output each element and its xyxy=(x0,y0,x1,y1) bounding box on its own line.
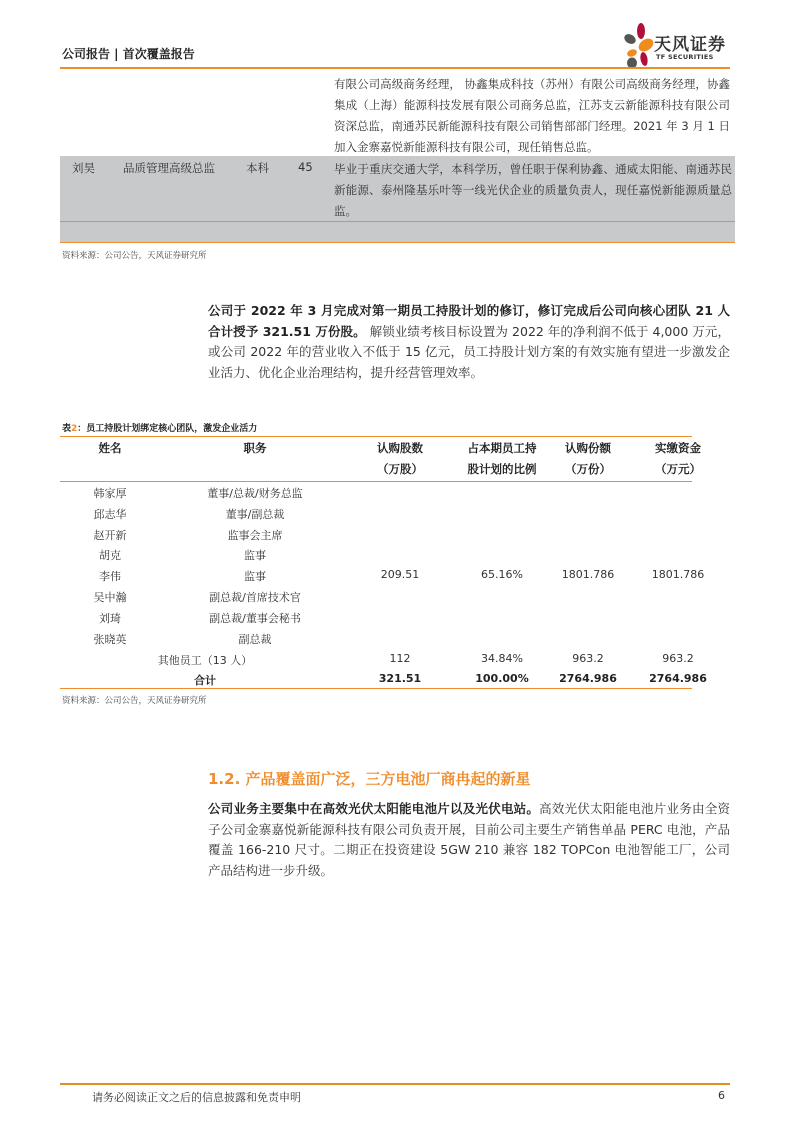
table2-row-name: 邱志华 xyxy=(93,508,127,521)
esop-paragraph-bold: 公司于 2022 年 3 月完成对第一期员工持股计划的修订，修订完成后公司向核心团队 21 人合计授予 321.51 万份股。 xyxy=(208,303,730,339)
table2-others-label: 其他员工（13 人） xyxy=(157,654,253,667)
table2-total-ratio: 100.00% xyxy=(475,672,529,685)
table2-header-shares-l2: （万股） xyxy=(377,462,423,476)
table2-header-shares-l1: 认购股数 xyxy=(377,441,423,455)
report-type-header: 公司报告 | 首次覆盖报告 xyxy=(62,47,195,61)
table1-bottom-border xyxy=(60,242,735,243)
table2-group-units: 1801.786 xyxy=(561,568,615,581)
table1-cell-name: 刘昊 xyxy=(72,161,95,175)
table2-row-name: 刘琦 xyxy=(99,612,121,625)
table2-header-capital-l1: 实缴资金 xyxy=(655,441,701,455)
table2-row-position: 监事 xyxy=(244,570,266,583)
logo-en-text: TF SECURITIES xyxy=(656,53,714,61)
table2-row-position: 董事/总裁/财务总监 xyxy=(207,487,303,500)
table2-header-units-l1: 认购份额 xyxy=(565,441,611,455)
table2-row-position: 副总裁/首席技术官 xyxy=(209,591,301,604)
logo-cn-text: 天风证券 xyxy=(654,35,726,55)
table2-bottom-border xyxy=(60,688,692,689)
table2-total-capital: 2764.986 xyxy=(649,672,707,685)
table1-empty-row xyxy=(60,222,735,242)
table2-top-border xyxy=(60,436,692,437)
table2-others-shares: 112 xyxy=(389,652,411,665)
table1-cell-title: 品质管理高级总监 xyxy=(123,161,215,175)
table2-row-name: 张晓英 xyxy=(93,633,127,646)
table2-row-position: 监事 xyxy=(244,549,266,562)
table2-source: 资料来源：公司公告，天风证券研究所 xyxy=(62,696,207,706)
table2-header-ratio-l1: 占本期员工持 xyxy=(467,441,537,455)
table2-row-position: 副总裁 xyxy=(238,633,272,646)
table2-caption-prefix: 表 xyxy=(62,424,72,434)
table2-caption xyxy=(62,421,257,434)
table2-row-position: 董事/副总裁 xyxy=(225,508,285,521)
logo-petal-icon xyxy=(622,22,656,70)
table2-header-divider xyxy=(60,481,692,482)
header-divider xyxy=(60,67,730,69)
table1-cell-age: 45 xyxy=(298,160,313,174)
table2-group-shares: 209.51 xyxy=(380,568,420,581)
esop-paragraph xyxy=(208,301,730,383)
table2-row-name: 韩家厚 xyxy=(93,487,127,500)
table2-header-name: 姓名 xyxy=(98,441,122,455)
table1-cell-education: 本科 xyxy=(246,161,269,175)
footer-disclaimer: 请务必阅读正文之后的信息披露和免责申明 xyxy=(92,1091,301,1104)
table2-others-ratio: 34.84% xyxy=(481,652,523,665)
table1-row xyxy=(60,156,735,222)
esop-paragraph-body: 解锁业绩考核目标设置为 2022 年的净利润不低于 4,000 万元，或公司 2022 年的营业收入不低于 15 亿元，员工持股计划方案的有效实施有望进一步激发企业活力、优化企业治理结构，提升经营管理效率。 xyxy=(208,323,730,380)
table2-others-capital: 963.2 xyxy=(662,652,694,665)
table2-row-position: 副总裁/董事会秘书 xyxy=(209,612,301,625)
table2-row-name: 吴中瀚 xyxy=(93,591,127,604)
table2-header-units xyxy=(548,438,628,480)
table2-header-ratio xyxy=(452,438,552,480)
table2-group-ratio: 65.16% xyxy=(481,568,523,581)
table1-source: 资料来源：公司公告，天风证券研究所 xyxy=(62,251,207,261)
table2-row-name: 胡克 xyxy=(99,549,121,562)
section-heading: 1.2. 产品覆盖面广泛，三方电池厂商冉起的新星 xyxy=(208,770,531,788)
table1-continued-bio: 有限公司高级商务经理， 协鑫集成科技（苏州）有限公司高级商务经理，协鑫集成（上海）能源科技发展有限公司商务总监，江苏支云新能源科技有限公司资深总监，南通苏民新能源科技有限公司销售部部门经理。2021 年 3 月 1 日加入金寨嘉悦新能源科技有限公司，现任销售总监。 xyxy=(334,77,730,154)
table2-header-ratio-l2: 股计划的比例 xyxy=(467,462,537,476)
table2-header-position: 职务 xyxy=(243,441,267,455)
table2-row-name: 赵开新 xyxy=(93,529,127,542)
table2-header-capital xyxy=(638,438,718,480)
table2-row-name: 李伟 xyxy=(99,570,121,583)
product-paragraph xyxy=(208,799,730,881)
table2-header-units-l2: （万份） xyxy=(565,462,611,476)
table2-group-capital: 1801.786 xyxy=(651,568,705,581)
table2-total-units: 2764.986 xyxy=(559,672,617,685)
table2-total-shares: 321.51 xyxy=(378,672,422,685)
table2-header-capital-l2: （万元） xyxy=(655,462,701,476)
product-paragraph-body: 高效光伏太阳能电池片业务由全资子公司金寨嘉悦新能源科技有限公司负责开展，目前公司主要生产销售单晶 PERC 电池，产品覆盖 166-210 尺寸。二期正在投资建设 5GW 210 兼容 182 TOPCon 电池智能工厂，公司产品结构进一步升级。 xyxy=(208,801,730,878)
table2-total-label: 合计 xyxy=(194,674,216,687)
tf-securities-logo xyxy=(622,22,742,70)
table2-caption-number: 2 xyxy=(71,424,78,434)
table1-cell-bio: 毕业于重庆交通大学，本科学历，曾任职于保利协鑫、通威太阳能、南通苏民新能源、泰州隆基乐叶等一线光伏企业的质量负责人，现任嘉悦新能源质量总监。 xyxy=(334,162,732,218)
footer-divider xyxy=(60,1083,730,1085)
page-number: 6 xyxy=(718,1089,725,1102)
table2-header-shares xyxy=(360,438,440,480)
table2-row-position: 监事会主席 xyxy=(227,529,283,542)
table2-caption-text: ：员工持股计划绑定核心团队，激发企业活力 xyxy=(77,424,258,434)
product-paragraph-bold: 公司业务主要集中在高效光伏太阳能电池片以及光伏电站。 xyxy=(208,801,540,816)
table2-others-units: 963.2 xyxy=(572,652,604,665)
